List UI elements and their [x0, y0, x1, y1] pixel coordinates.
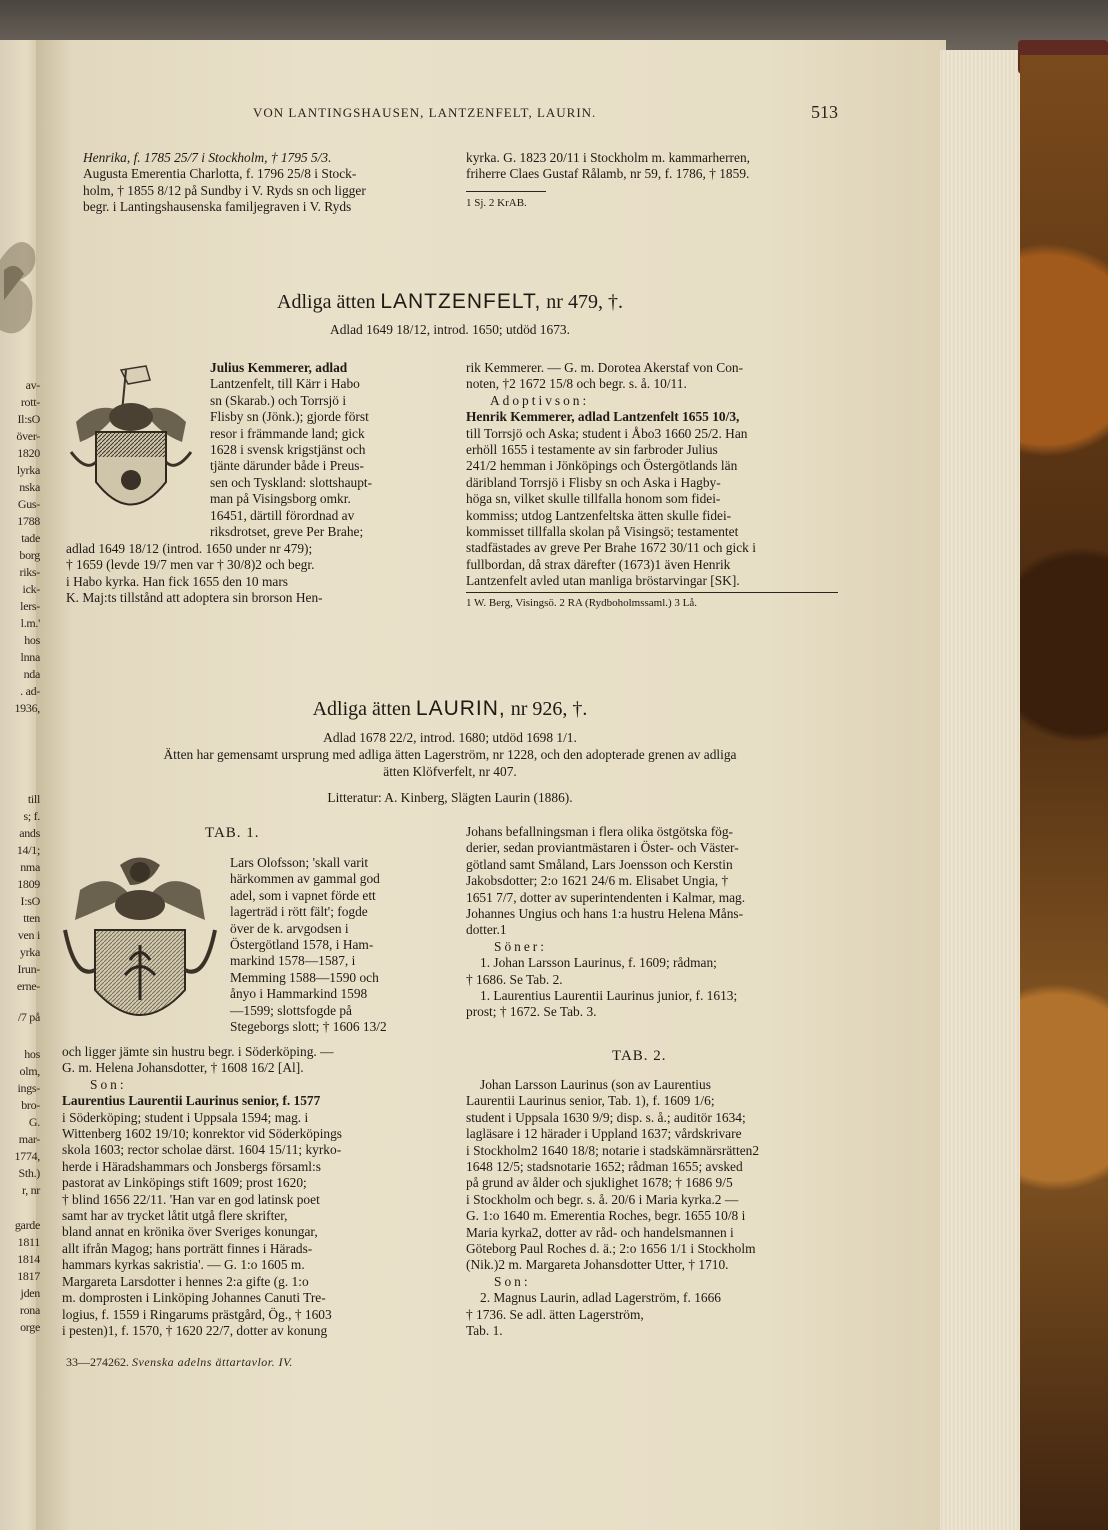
- text-line: K. Maj:ts tillstånd att adoptera sin brorson Hen-: [66, 590, 323, 606]
- text-line: härkommen av gammal god: [230, 871, 380, 887]
- left-margin-snippet: tten: [23, 911, 40, 925]
- tab1-left-narrow-column: [230, 855, 430, 1035]
- left-margin-snippet: Irun-: [17, 962, 40, 976]
- text-line: † blind 1656 22/11. 'Han var en god latinsk poet: [62, 1191, 320, 1207]
- left-margin-snippet: lers-: [20, 599, 40, 613]
- footnote: 1 W. Berg, Visingsö. 2 RA (Rydboholmssaml.) 3 Lå.: [466, 596, 698, 609]
- page-edges: [940, 50, 1030, 1530]
- left-margin-snippet: riks-: [19, 565, 40, 579]
- title-suffix: nr 926, †.: [510, 698, 588, 720]
- laurin-coat-of-arms: [60, 850, 220, 1040]
- text-line: 2. Magnus Laurin, adlad Lagerström, f. 1666: [480, 1290, 721, 1306]
- lantzenfelt-left-narrow-column: [210, 360, 433, 540]
- tab1-right-column: [466, 824, 838, 1021]
- text-line: riksdrotset, greve Per Brahe;: [210, 524, 364, 540]
- text-line: sn (Skarab.) och Torrsjö i: [210, 392, 347, 408]
- text-line: Johan Larsson Laurinus (son av Laurentius: [480, 1077, 711, 1092]
- page-footer: [66, 1355, 293, 1370]
- text-line: Henrik Kemmerer, adlad Lantzenfelt 1655 10/3,: [466, 409, 740, 425]
- text-line: götland samt Småland, Lars Joensson och Kerstin: [466, 856, 733, 872]
- left-margin-snippet: 1820: [17, 446, 40, 460]
- left-margin-snippet: garde: [14, 1218, 40, 1232]
- text-line: noten, †2 1672 15/8 och begr. s. å. 10/11.: [466, 376, 687, 392]
- left-margin-snippet: nska: [19, 480, 40, 494]
- text-line: fullbordan, då strax därefter (1673)1 även Henrik: [466, 556, 731, 572]
- text-line: Laurentius Laurentii Laurinus senior, f. 1577: [62, 1093, 321, 1109]
- text-line: begr. i Lantingshausenska familjegraven i V. Ryds: [83, 199, 352, 215]
- laurin-origin-line-1: Ätten har gemensamt ursprung med adliga ätten Lagerström, nr 1228, och den adopterade grenen av adliga: [163, 747, 737, 762]
- text-line: Augusta Emerentia Charlotta, f. 1796 25/8 i Stock-: [83, 166, 357, 182]
- left-margin-snippet: ings-: [17, 1081, 40, 1095]
- lantzenfelt-subtitle: Adlad 1649 18/12, introd. 1650; utdöd 1673.: [330, 322, 570, 337]
- left-margin-snippet: bro-: [21, 1098, 40, 1112]
- text-line: höga sn, vilket skulle tillfalla honom som fidei-: [466, 491, 721, 507]
- text-line: logius, f. 1559 i Ringarums prästgård, Ög., † 1603: [62, 1306, 332, 1322]
- text-line: G. 1:o 1640 m. Emerentia Roches, begr. 1655 10/8 i: [466, 1208, 746, 1224]
- tab1-left-full-column: [62, 1044, 432, 1339]
- text-line: Laurentii Laurinus senior, Tab. 1), f. 1609 1/6;: [466, 1093, 715, 1109]
- text-line: däribland Torrsjö i Flisby sn och Aska i Hagby-: [466, 474, 721, 490]
- footnote: 1 Sj. 2 KrAB.: [466, 196, 527, 209]
- left-margin-snippet: tade: [21, 531, 40, 545]
- left-margin-snippet: till: [27, 792, 40, 806]
- tab-1-label: TAB. 1.: [205, 825, 260, 841]
- lantzenfelt-left-full-column: [66, 541, 433, 607]
- text-line: Julius Kemmerer, adlad: [210, 360, 348, 375]
- family-name: LAURIN,: [415, 697, 506, 720]
- text-line: Lantzenfelt, till Kärr i Habo: [210, 376, 360, 392]
- text-line: kyrka. G. 1823 20/11 i Stockholm m. kammarherren,: [466, 150, 751, 165]
- text-line: Jakobsdotter; 2:o 1621 24/6 m. Elisabet Ungia, †: [466, 873, 729, 889]
- left-margin-snippet: l.m.': [20, 616, 40, 630]
- left-page-crest-fragment: [0, 230, 40, 350]
- left-margin-snippet: r, nr: [21, 1183, 40, 1197]
- section-heading: Adoptivson:: [490, 392, 590, 408]
- lantzenfelt-title: [180, 290, 720, 314]
- left-margin-snippet: hos: [24, 633, 40, 647]
- text-line: Margareta Larsdotter i hennes 2:a gifte (g. 1:o: [62, 1273, 309, 1289]
- text-line: i Habo kyrka. Han fick 1655 den 10 mars: [66, 573, 289, 589]
- footer-signature: 33—274262.: [66, 1355, 129, 1369]
- text-line: 1. Laurentius Laurentii Laurinus junior, f. 1613;: [480, 988, 738, 1004]
- text-line: 1. Johan Larsson Laurinus, f. 1609; rådman;: [480, 955, 717, 971]
- left-margin-snippet: lnna: [20, 650, 40, 664]
- left-margin-snippet: 1788: [17, 514, 40, 528]
- left-margin-snippet: 1811: [17, 1235, 40, 1249]
- text-line: över de k. arvgodsen i: [230, 920, 349, 936]
- text-line: 241/2 hemman i Jönköpings och Östergötlands län: [466, 458, 738, 474]
- text-line: G. m. Helena Johansdotter, † 1608 16/2 [Al].: [62, 1060, 304, 1076]
- left-margin-snippet: /7 på: [17, 1010, 40, 1024]
- title-prefix: Adliga ätten: [277, 291, 376, 313]
- text-line: kommiss; utdog Lantzenfeltska ätten skulle fidei-: [466, 507, 732, 523]
- lantzenfelt-right-column: [466, 360, 838, 610]
- text-line: bland annat en krönika över Sveriges konungar,: [62, 1224, 318, 1240]
- left-margin-snippet: ven i: [17, 928, 40, 942]
- left-margin-snippet: Il:sO: [17, 412, 40, 426]
- left-margin-snippet: Gus-: [17, 497, 40, 511]
- text-line: Maria kyrka2, dotter av råd- och handelsmannen i: [466, 1224, 734, 1240]
- text-line: m. domprosten i Linköping Johannes Canuti Tre-: [62, 1290, 326, 1306]
- text-line: adlad 1649 18/12 (introd. 1650 under nr 479);: [66, 541, 313, 556]
- left-margin-snippet: . ad-: [20, 684, 40, 698]
- left-margin-snippet: över-: [16, 429, 40, 443]
- left-margin-snippet: 1774,: [14, 1149, 40, 1163]
- left-margin-snippet: G.: [28, 1115, 40, 1129]
- left-margin-snippet: s; f.: [23, 809, 40, 823]
- left-margin-snippet: erne-: [16, 979, 40, 993]
- text-line: erhöll 1655 i testamente av sin farbroder Julius: [466, 442, 718, 458]
- lantzenfelt-coat-of-arms: [66, 362, 196, 532]
- text-line: markind 1578—1587, i: [230, 953, 356, 969]
- family-name: LANTZENFELT,: [380, 290, 542, 313]
- text-line: i Stockholm och begr. s. å. 20/6 i Maria kyrka.2 —: [466, 1191, 739, 1207]
- left-margin-snippet: hos: [24, 1047, 40, 1061]
- section-heading: Son:: [90, 1076, 127, 1092]
- text-line: (Nik.)2 m. Margareta Johansdotter Utter, † 1710.: [466, 1257, 729, 1273]
- text-line: prost; † 1672. Se Tab. 3.: [466, 1004, 597, 1020]
- text-line: tjänte därunder både i Preus-: [210, 458, 364, 474]
- text-line: i Söderköping; student i Uppsala 1594; mag. i: [62, 1109, 309, 1125]
- text-line: Lars Olofsson; 'skall varit: [230, 855, 369, 870]
- left-margin-snippet: ands: [19, 826, 40, 840]
- laurin-origin-line-2: ätten Klöfverfelt, nr 407.: [383, 764, 517, 779]
- text-line: sen och Tyskland: slottshaupt-: [210, 474, 373, 490]
- left-margin-snippet: mar-: [18, 1132, 40, 1146]
- footnote-rule: [466, 592, 838, 593]
- text-line: Henrika, f. 1785 25/7 i Stockholm, † 1795 5/3.: [83, 150, 332, 165]
- left-margin-snippet: jden: [20, 1286, 40, 1300]
- left-margin-snippet: orge: [20, 1320, 40, 1334]
- text-line: † 1686. Se Tab. 2.: [466, 971, 563, 987]
- left-margin-snippet: 1814: [17, 1252, 40, 1266]
- left-margin-snippet: rona: [19, 1303, 40, 1317]
- footer-title: Svenska adelns ättartavlor. IV.: [132, 1355, 293, 1369]
- text-line: allt ifrån Magog; hans porträtt finnes i Härads-: [62, 1240, 313, 1256]
- text-line: Tab. 1.: [466, 1323, 503, 1339]
- page-number: 513: [811, 102, 838, 122]
- text-line: † 1736. Se adl. ätten Lagerström,: [466, 1306, 644, 1322]
- text-line: † 1659 (levde 19/7 men var † 30/8)2 och begr.: [66, 557, 315, 573]
- text-line: ånyo i Hammarkind 1598: [230, 986, 368, 1002]
- left-margin-snippet: nma: [20, 860, 40, 874]
- text-line: resor i främmande land; gick: [210, 425, 365, 441]
- text-line: lagerträd i rött fält'; fogde: [230, 904, 368, 920]
- text-line: pastorat av Linköpings stift 1609; prost 1620;: [62, 1175, 307, 1191]
- laurin-literature: Litteratur: A. Kinberg, Slägten Laurin (1886).: [327, 790, 573, 805]
- left-margin-snippet: I:sO: [20, 894, 40, 908]
- title-prefix: Adliga ätten: [312, 698, 411, 720]
- text-line: hammars kyrkas sakristia'. — G. 1:o 1605 m.: [62, 1257, 305, 1273]
- left-margin-snippet: 1936,: [14, 701, 40, 715]
- text-line: Wittenberg 1602 19/10; konrektor vid Söderköpings: [62, 1126, 343, 1142]
- left-margin-snippet: lyrka: [16, 463, 40, 477]
- text-line: rik Kemmerer. — G. m. Dorotea Akerstaf von Con-: [466, 360, 744, 375]
- text-line: i pesten)1, f. 1570, † 1620 22/7, dotter av konung: [62, 1322, 328, 1338]
- text-line: 1648 12/5; stadsnotarie 1652; rådman 1655; avsked: [466, 1159, 743, 1175]
- left-margin-snippet: Sth.): [18, 1166, 40, 1180]
- laurin-title: [180, 697, 720, 721]
- left-margin-snippet: 1809: [17, 877, 40, 891]
- text-line: Lantzenfelt avled utan manliga bröstarvingar [SK].: [466, 573, 740, 589]
- text-line: student i Uppsala 1630 9/9; disp. s. å.; auditör 1634;: [466, 1109, 746, 1125]
- left-margin-snippet: av-: [25, 378, 40, 392]
- text-line: 1628 i svensk krigstjänst och: [210, 442, 366, 458]
- text-line: Göteborg Paul Roches d. ä.; 2:o 1656 1/1 i Stockholm: [466, 1241, 756, 1257]
- text-line: i Stockholm2 1640 18/8; notarie i stadskämnärsrätten2: [466, 1142, 760, 1158]
- text-line: Memming 1588—1590 och: [230, 969, 379, 985]
- left-margin-snippet: 1817: [17, 1269, 40, 1283]
- text-line: Johans befallningsman i flera olika östgötska fög-: [466, 824, 734, 839]
- text-line: 1651 7/7, dotter av superintendenten i Kalmar, mag.: [466, 889, 746, 905]
- text-line: adel, som i vapnet förde ett: [230, 887, 376, 903]
- continuation-right-column: [466, 150, 838, 210]
- text-line: Johannes Ungius och hans 1:a hustru Helena Måns-: [466, 906, 744, 922]
- section-heading: Söner:: [494, 938, 547, 954]
- text-line: på grund av ålder och sjuklighet 1678; † 1686 9/5: [466, 1175, 733, 1191]
- text-line: friherre Claes Gustaf Rålamb, nr 59, f. 1786, † 1859.: [466, 166, 750, 182]
- text-line: Östergötland 1578, i Ham-: [230, 937, 374, 953]
- text-line: kommisset tillfalla skolan på Visingsö; testamentet: [466, 524, 739, 540]
- text-line: stadfästades av greve Per Brahe 1672 30/11 och gick i: [466, 540, 756, 556]
- text-line: skola 1603; rector scholae därst. 1604 15/11; kyrko-: [62, 1142, 342, 1158]
- text-line: holm, † 1855 8/12 på Sundby i V. Ryds sn och ligger: [83, 182, 366, 198]
- left-margin-snippet: nda: [23, 667, 40, 681]
- text-line: till Torrsjö och Aska; student i Åbo3 1660 25/2. Han: [466, 425, 748, 441]
- title-suffix: nr 479, †.: [546, 291, 623, 313]
- text-line: Stegeborgs slott; † 1606 13/2: [230, 1019, 387, 1035]
- text-line: 16451, därtill förordnad av: [210, 507, 355, 523]
- left-margin-snippet: rott-: [20, 395, 40, 409]
- left-margin-snippet: 14/1;: [16, 843, 40, 857]
- footnote-rule: [466, 191, 546, 192]
- text-line: —1599; slottsfogde på: [230, 1002, 352, 1018]
- text-line: derier, sedan proviantmästaren i Öster- och Väster-: [466, 840, 739, 856]
- text-line: Flisby sn (Jönk.); gjorde först: [210, 409, 369, 425]
- text-line: herde i Häradshammars och Jonsbergs församl:s: [62, 1158, 321, 1174]
- tab-2-label: TAB. 2.: [612, 1048, 667, 1064]
- left-margin-snippet: olm,: [19, 1064, 40, 1078]
- left-margin-snippet: yrka: [19, 945, 40, 959]
- text-line: samt har av trycket låtit utgå flere skrifter,: [62, 1208, 288, 1224]
- left-margin-snippet: borg: [19, 548, 40, 562]
- laurin-subtitle: Adlad 1678 22/2, introd. 1680; utdöd 1698 1/1.: [323, 730, 577, 745]
- marbled-cover: [1020, 55, 1108, 1530]
- running-head-title: VON LANTINGSHAUSEN, LANTZENFELT, LAURIN.: [253, 105, 597, 120]
- text-line: lagläsare i 12 härader i Uppland 1637; vårdskrivare: [466, 1126, 742, 1142]
- text-line: man på Visingsborg omkr.: [210, 491, 351, 507]
- left-margin-snippet: ick-: [22, 582, 40, 596]
- text-line: dotter.1: [466, 922, 507, 938]
- text-line: och ligger jämte sin hustru begr. i Söderköping. —: [62, 1044, 334, 1059]
- section-heading: Son:: [494, 1273, 531, 1289]
- continuation-left-column: [83, 150, 433, 216]
- tab2-right-column: [466, 1077, 838, 1340]
